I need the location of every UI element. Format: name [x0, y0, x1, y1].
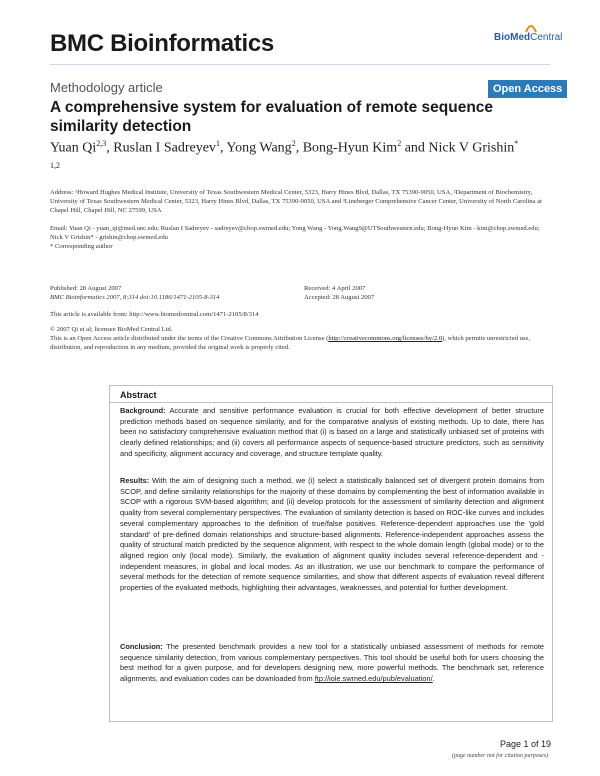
- author-list: [50, 135, 520, 178]
- author-affiliation: 2: [397, 139, 402, 148]
- article-url[interactable]: This article is available from: http://www.biomedcentral.com/1471-2105/8/314: [50, 311, 259, 318]
- author-separator: ,: [106, 140, 114, 156]
- received-date: Received: 4 April 2007: [304, 285, 366, 292]
- email-list: Email: Yuan Qi - yuan_qi@med.unc.edu; Ruslan I Sadreyev - sadreyev@chop.swmed.edu; Yong Wang - Yong.Wang9@UTSouthwestern.edu; Bong-Hyun Kim - kim@chop.swmed.edu; Nick V Grishin* - grishin@chop.swmed.edu: [50, 225, 540, 241]
- article-title: A comprehensive system for evaluation of remote sequence similarity detection: [50, 99, 494, 135]
- author-affiliation: 2: [291, 139, 296, 148]
- accepted-date: Accepted: 28 August 2007: [304, 294, 375, 301]
- published-date: Published: 28 August 2007: [50, 285, 122, 292]
- conclusion-text: The presented benchmark provides a new tool for a statistically unbiased assessment of methods for remote sequence similarity detection, from various complementary perspectives. This tool should be useful both for users choosing the best method for a given purpose, and for developers designing new, more powerful methods. The benchmark set, reference alignments, and evaluation codes can be downloaded from: [120, 642, 544, 684]
- conclusion-end: .: [432, 674, 435, 684]
- license-link[interactable]: http://creativecommons.org/licenses/by/2.0: [328, 335, 443, 342]
- author-separator: and: [401, 140, 429, 156]
- license-text-end: ), which permits unrestricted use, distribution, and reproduction in any medium, provided the original work is properly cited.: [50, 335, 531, 351]
- background-label: Background:: [120, 406, 166, 415]
- history-info: [304, 284, 504, 302]
- conclusion-label: Conclusion:: [120, 642, 163, 651]
- abstract-background: [120, 406, 544, 460]
- page-number-note: (page number not for citation purposes): [452, 753, 549, 759]
- article-type: Methodology article: [50, 80, 163, 95]
- abstract-results: [120, 476, 544, 594]
- page-number: Page 1 of 19: [500, 739, 552, 749]
- abstract-divider: [110, 402, 552, 403]
- publisher-bold: BioMed: [494, 32, 531, 43]
- author-affiliation: * 1,2: [50, 139, 519, 170]
- copyright: © 2007 Qi et al; licensee BioMed Central Ltd.: [50, 326, 173, 333]
- journal-title: BMC Bioinformatics: [50, 30, 274, 57]
- publication-info: [50, 284, 290, 302]
- results-text: With the aim of designing such a method, we (i) select a statistically balanced set of divergent protein domains from SCOP, and define similarity relationships for the majority of these domains by complementing the best of information available in SCOP with a rigorous SVM-based algorithm; and (ii) develop protocols for the assessment of similarity detection and alignment quality from several complementary perspectives. The evaluation of similarity detection is based on ROC-like curves and includes several complementary approaches to the definition of true/false positives. Reference-dependent approaches use the 'gold standard' of pre-defined domain relationships and structure-based alignments. Reference-independent approaches assess the quality of structural match predicted by the sequence alignment, with respect to the whole domain length (global mode) or to the aligned region only (local mode). Similarly, the evaluation of alignment quality includes several reference-dependent and -independent measures, in global and local modes. As an illustration, we use our benchmark to compare the performance of several methods for the detection of remote sequence similarities, and show that different aspects of evaluation reveal different properties of the evaluated methods, highlighting their advantages, weaknesses, and potential for further development.: [120, 476, 544, 593]
- download-link[interactable]: ftp://iole.swmed.edu/pub/evaluation/: [314, 674, 433, 684]
- author-affiliation: 1: [215, 139, 220, 148]
- results-label: Results:: [120, 476, 150, 485]
- author-name: Yuan Qi: [50, 140, 97, 156]
- author-affiliation: 2,3: [96, 139, 107, 148]
- header-divider: [50, 64, 550, 65]
- license: [50, 334, 545, 352]
- background-text: Accurate and sensitive performance evaluation is crucial for both effective development of better structure prediction methods based on sequence similarity, and for the comparative analysis of existing methods. Up to date, there has been no satisfactory comprehensive evaluation method that (i) is based on a large and statistically unbiased set of proteins with clearly defined relationships; and (ii) covers all performance aspects of sequence-based structure predictors, such as sensitivity and specificity, alignment accuracy and coverage, and structure template quality.: [120, 406, 544, 458]
- author-separator: ,: [219, 140, 227, 156]
- address: Address: ¹Howard Hughes Medical Institute, University of Texas Southwestern Medical Center, 5323, Harry Hines Blvd, Dallas, TX 75390-9050, USA, ²Department of Biochemistry, University of Texas Southwestern Medical Center, 5323, Harry Hines Blvd, Dallas, TX 75390-9050, USA and ³Lineberger Comprehensive Cancer Center, University of North Carolina at Chapel Hill, Chapel Hill, NC 27599, USA: [50, 189, 542, 214]
- open-access-badge: Open Access: [488, 80, 567, 98]
- author-name: Nick V Grishin: [428, 140, 515, 156]
- author-separator: ,: [295, 140, 303, 156]
- abstract-heading: Abstract: [120, 390, 157, 400]
- publisher-rest: Central: [530, 32, 563, 43]
- author-name: Yong Wang: [226, 140, 292, 156]
- citation: BMC Bioinformatics 2007, 8:314 doi:10.1186/1471-2105-8-314: [50, 294, 220, 301]
- corresponding-author-note: * Corresponding author: [50, 243, 113, 250]
- author-name: Ruslan I Sadreyev: [113, 140, 216, 156]
- license-text: This is an Open Access article distributed under the terms of the Creative Commons Attribution License (: [50, 335, 329, 342]
- author-name: Bong-Hyun Kim: [302, 140, 398, 156]
- publisher-logo: [494, 32, 562, 43]
- abstract-box: [109, 385, 553, 722]
- copyright-block: [50, 325, 545, 352]
- abstract-conclusion: [120, 642, 544, 685]
